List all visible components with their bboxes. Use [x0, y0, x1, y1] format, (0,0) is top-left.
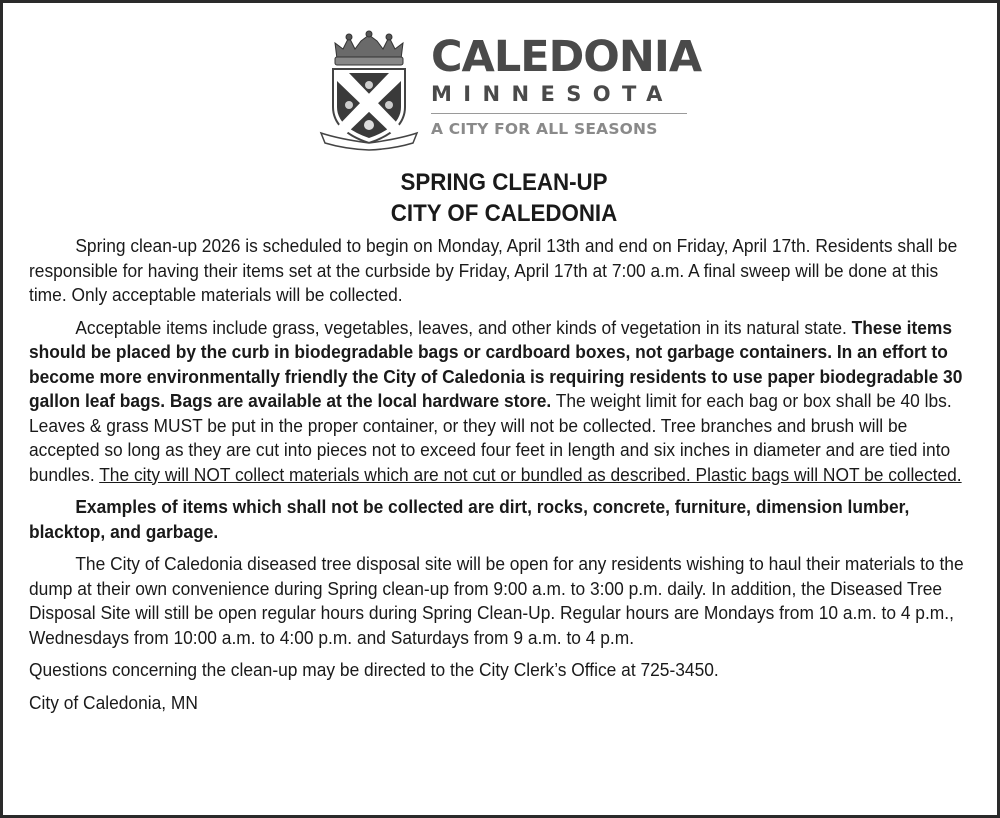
notice-title [62, 167, 946, 229]
paragraph-schedule: Spring clean-up 2026 is scheduled to begin on Monday, April 13th and end on Friday, April 17th. Residents shall be responsible for having their items set at the curbside by Friday, April 17th at 7:00 a.m. A final sweep will be done at this time. Only acceptable materials will be collected. [29, 236, 958, 305]
logo-divider [431, 113, 687, 114]
bag-requirements-bold: These items should be placed by the curb in biodegradable bags or cardboard boxes, not garbage containers. In an effort to become more environmentally friendly the City of Caledonia is requiring residents to use paper biodegradable 30 gallon leaf bags. Bags are available at the local hardware store. [29, 317, 963, 411]
not-collected-warning: The city will NOT collect materials which are not cut or bundled as described. Plastic bags will NOT be collected. [99, 464, 962, 485]
paragraph-acceptable-items [29, 316, 979, 488]
paragraph-excluded-items: Examples of items which shall not be collected are dirt, rocks, concrete, furniture, dimension lumber, blacktop, and garbage. [29, 497, 910, 542]
logo-state-name: MINNESOTA [431, 82, 674, 106]
title-line-2: CITY OF CALEDONIA [390, 200, 618, 227]
logo-city-name: CALEDONIA [431, 32, 702, 82]
city-crest-icon [319, 29, 419, 151]
wordmark [431, 32, 702, 138]
weight-and-brush-rules: The weight limit for each bag or box shall be 40 lbs. Leaves & grass MUST be put in the proper container, or they will not be collected. Tree branches and brush will be accepted so long as they are cut into pieces not to exceed four feet in length and six inches in diameter and are tied into bundles. [29, 391, 952, 485]
paragraph-questions: Questions concerning the clean-up may be directed to the City Clerk’s Office at 725-3450. [29, 660, 719, 680]
notice-body [29, 167, 979, 723]
title-line-1: SPRING CLEAN-UP [400, 169, 608, 196]
acceptable-items-intro: Acceptable items include grass, vegetables, leaves, and other kinds of vegetation in its natural state. [75, 317, 852, 338]
signature: City of Caledonia, MN [29, 692, 198, 713]
paragraph-disposal-site: The City of Caledonia diseased tree disposal site will be open for any residents wishing to haul their materials to the dump at their own convenience during Spring clean-up from 9:00 a.m. to 3:00 p.m. daily. In addition, the Diseased Tree Disposal Site will still be open regular hours during Spring Clean-Up. Regular hours are Mondays from 10 a.m. to 4 p.m., Wednesdays from 10:00 a.m. to 4:00 p.m. and Saturdays from 9 a.m. to 4 p.m. [29, 554, 964, 648]
city-logo [319, 29, 702, 151]
logo-tagline: A CITY FOR ALL SEASONS [431, 120, 658, 138]
